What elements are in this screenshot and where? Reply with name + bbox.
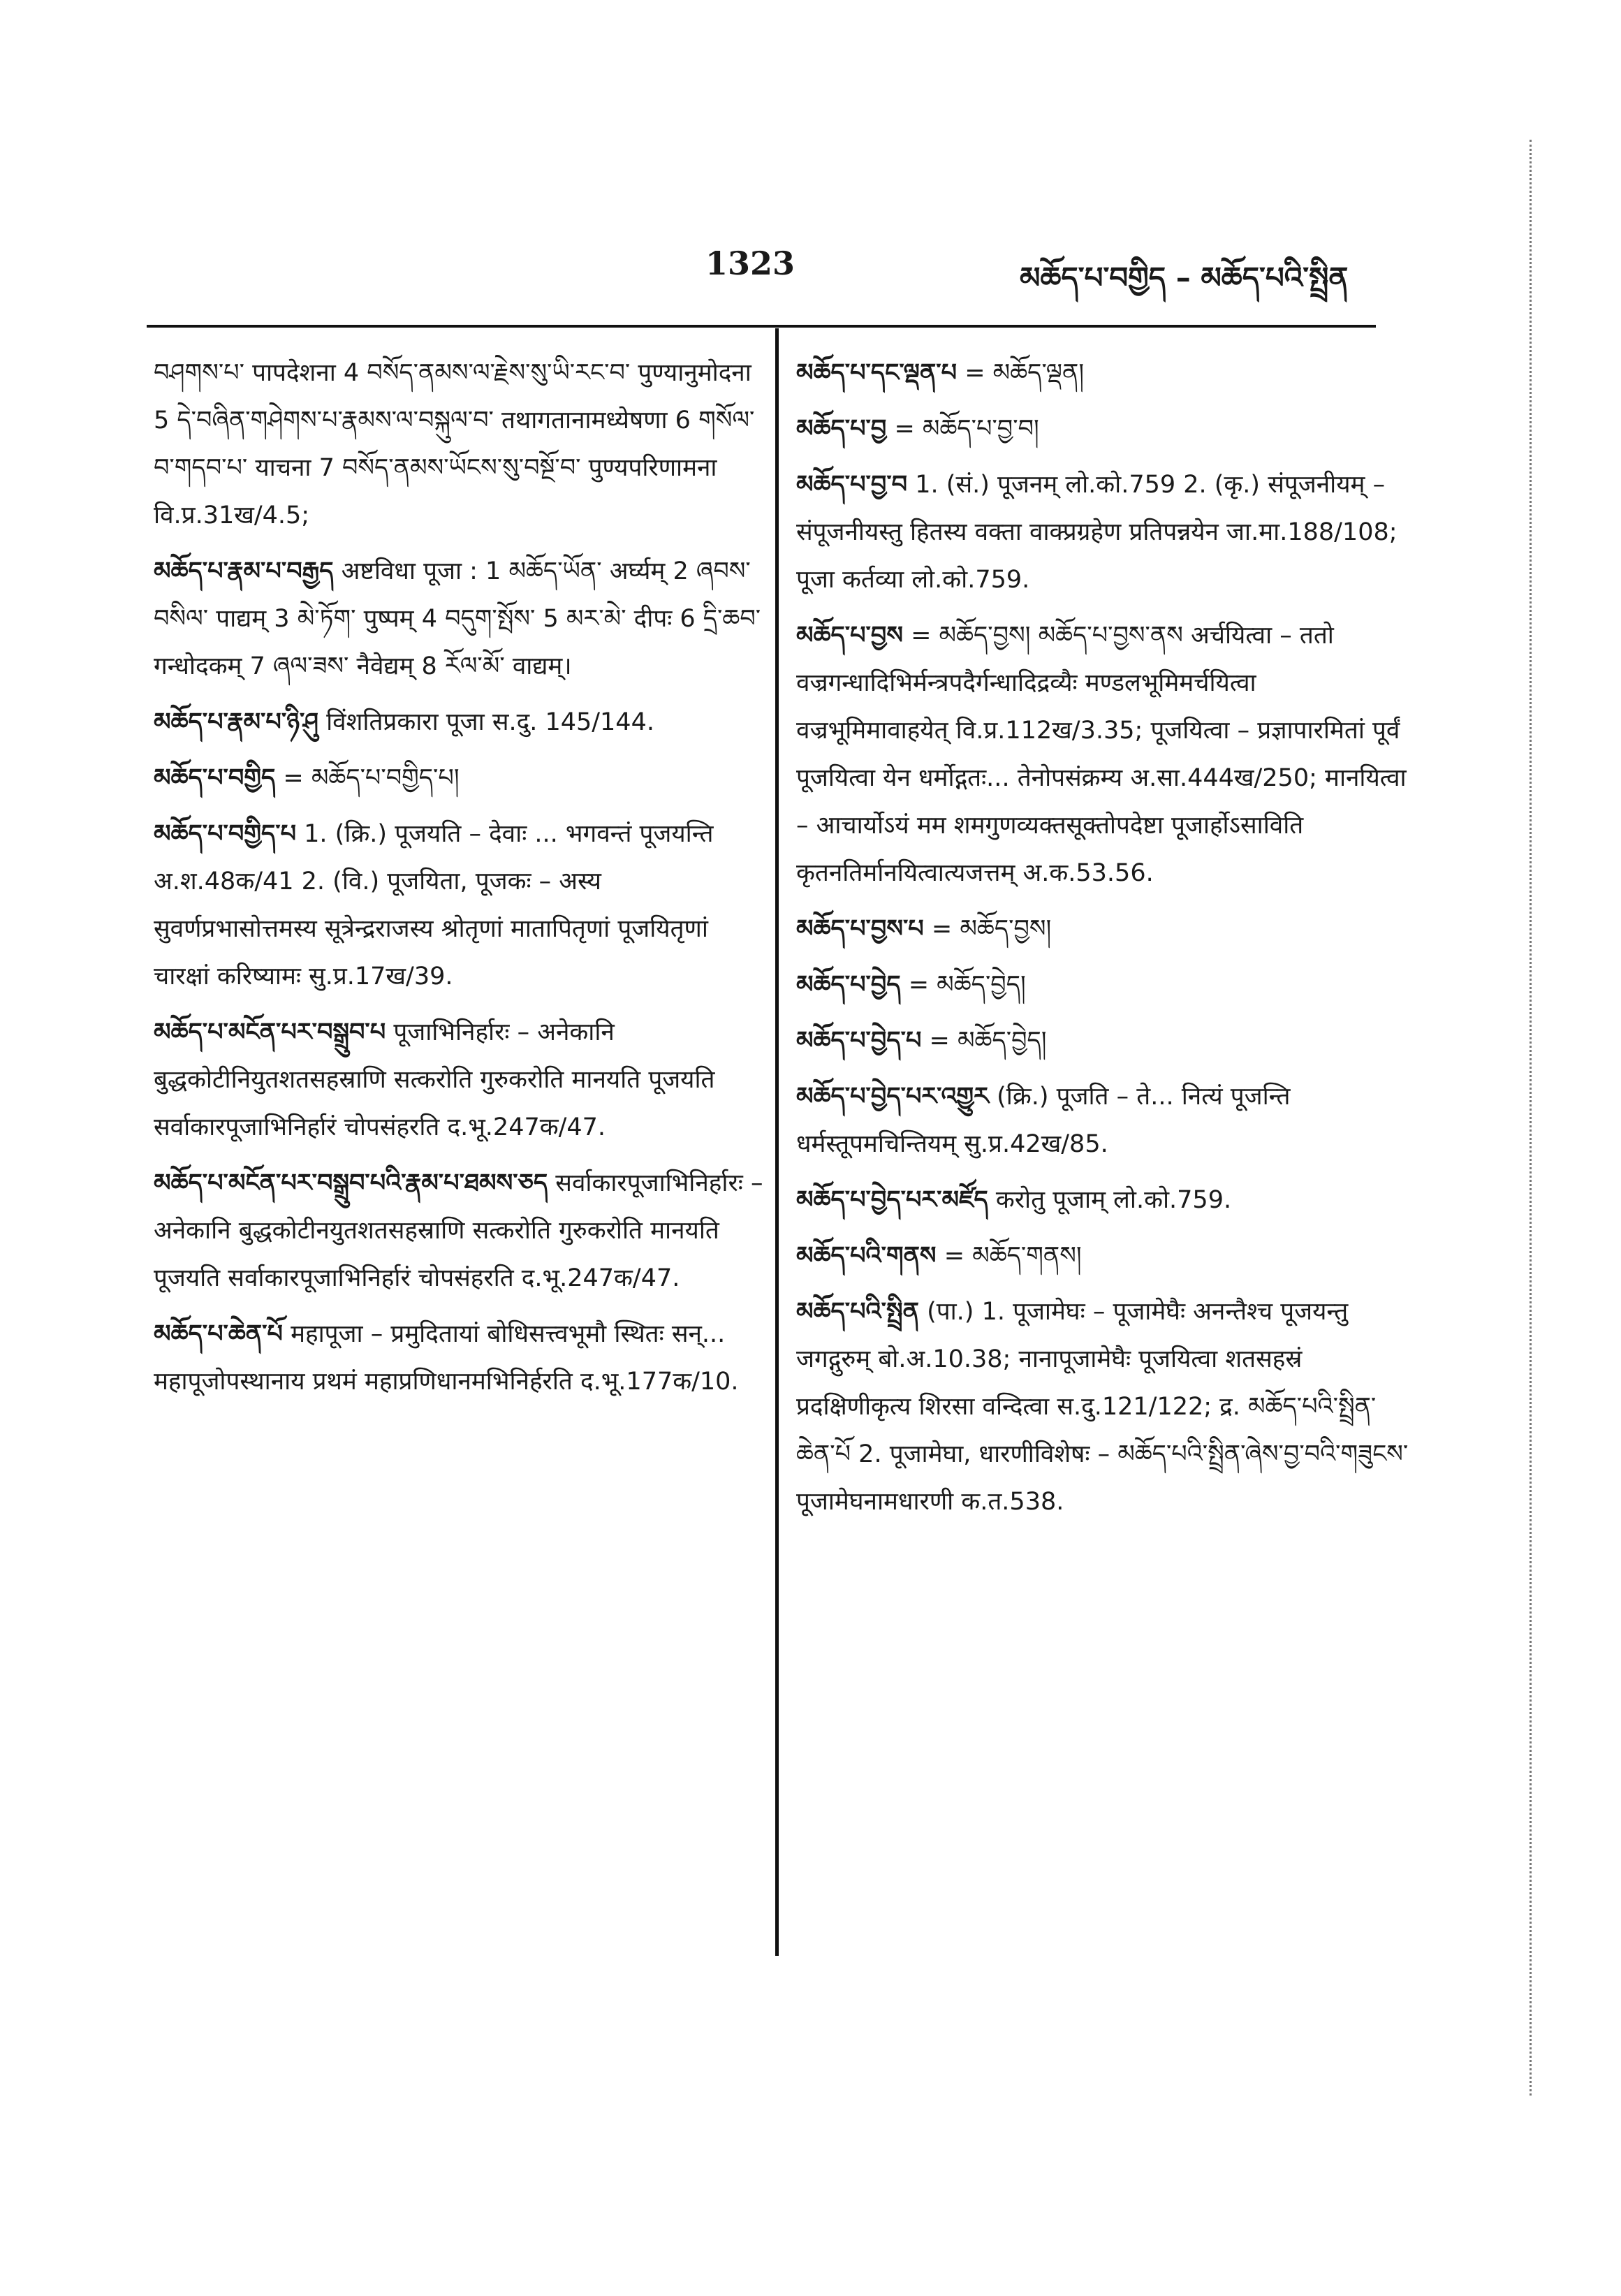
entry-definition: अष्टविधा पूजा : 1 མཆོད་ཡོན་ अर्घ्यम् 2 ཞབས་བསིལ་ पाद्यम् 3 མེ་ཏོག་ पुष्पम् 4 བདུག་སྤོས་ 5 མར་མེ་ दीपः 6 དྲི་ཆབ་ गन्धोदकम् 7 ཞལ་ཟས་ नैवेद्यम् 8 རོལ་མོ་ वाद्यम्। [154, 557, 761, 680]
entry-definition: 1. (क्रि.) पूजयति – देवाः ... भगवन्तं पूजयन्ति अ.श.48क/41 2. (वि.) पूजयिता, पूजकः – अस्य सुवर्णप्रभासोत्तमस्य सूत्रेन्द्रराजस्य श्रोतृणां मातापितृणां पूजयितृणां चारक्षां करिष्यामः सु.प्र.17ख/39. [154, 820, 714, 990]
entry-definition: = མཆོད་བྱེད། [929, 1027, 1047, 1055]
entry-headword: མཆོད་པ་བྱས་པ [796, 915, 924, 943]
entry-definition: = མཆོད་བྱས། [931, 915, 1052, 943]
entry-definition: करोतु पूजाम् लो.को.759. [995, 1186, 1232, 1214]
dictionary-entry [154, 1310, 768, 1405]
entry-headword: མཆོད་པ་བགྱིད་པ [154, 820, 297, 848]
entry-definition: पूजाभिनिर्हारः – अनेकानि बुद्धकोटीनियुतशतसहस्राणि सत्करोति गुरुकरोति मानयति पूजयति सर्वाकारपूजाभिनिर्हारं चोपसंहरति द.भू.247क/47. [154, 1018, 715, 1141]
entry-headword: མཆོད་པ་བྱེད [796, 971, 901, 999]
dictionary-entry [796, 905, 1411, 953]
margin-dotted-line [1530, 140, 1532, 2096]
entry-headword: མཆོད་པ་བྱ་བ [796, 471, 908, 499]
entry-definition: (पा.) 1. पूजामेघः – पूजामेघैः अनन्तैश्च पूजयन्तु जगद्गुरुम् बो.अ.10.38; नानापूजामेघैः पूजयित्वा शतसहस्रं प्रदक्षिणीकृत्य शिरसा वन्दित्वा स.दु.121/122; द्र. མཆོད་པའི་སྤྲིན་ཆེན་པོ 2. पूजामेघा, धारणीविशेषः – མཆོད་པའི་སྤྲིན་ཞེས་བྱ་བའི་གཟུངས་ पूजामेघनामधारणी क.त.538. [796, 1298, 1409, 1516]
dictionary-entry [154, 548, 768, 690]
entry-headword: མཆོད་པ་དང་ལྡན་པ [796, 359, 958, 387]
entry-headword: མཆོད་པ་བྱ [796, 415, 887, 443]
running-head: མཆོད་པ་བགྱིད – མཆོད་པའི་སྤྲིན [1020, 261, 1349, 295]
dictionary-entry [154, 754, 768, 802]
dictionary-entry [796, 461, 1411, 604]
entry-headword: མཆོད་པ་རྣམ་པ་བརྒྱད [154, 557, 334, 585]
dictionary-entry [796, 1017, 1411, 1065]
dictionary-entry [154, 1009, 768, 1151]
dictionary-entry [796, 349, 1411, 397]
dictionary-entry [796, 405, 1411, 453]
dictionary-entry [796, 1176, 1411, 1224]
entry-definition: = མཆོད་གནས། [944, 1242, 1082, 1270]
entry-headword: མཆོད་པ་བྱས [796, 622, 903, 650]
entry-definition: བཤགས་པ་ पापदेशना 4 བསོད་ནམས་ལ་རྗེས་སུ་ཡི་རང་བ་ पुण्यानुमोदना 5 དེ་བཞིན་གཤེགས་པ་རྣམས་ལ་བསྐུལ་བ་ तथागतानामध्येषणा 6 གསོལ་བ་གདབ་པ་ याचना 7 བསོད་ནམས་ཡོངས་སུ་བསྔོ་བ་ पुण्यपरिणामना वि.प्र.31ख/4.5; [154, 359, 755, 529]
dictionary-entry [796, 612, 1411, 897]
entry-definition: महापूजा – प्रमुदितायां बोधिसत्त्वभूमौ स्थितः सन्... महापूजोपस्थानाय प्रथमं महाप्रणिधानमभिनिर्हरति द.भू.177क/10. [154, 1320, 739, 1396]
entry-headword: མཆོད་པ་བྱེད་པ [796, 1027, 922, 1055]
page-number: 1323 [705, 244, 795, 282]
column-divider [775, 328, 779, 1956]
dictionary-entry [154, 810, 768, 1000]
entry-definition: = མཆོད་ལྡན། [964, 359, 1085, 387]
entry-headword: མཆོད་པ་རྣམ་པ་ཉི་ཤུ [154, 708, 318, 736]
entry-definition: = མཆོད་བྱས། མཆོད་པ་བྱས་ནས अर्चयित्वा – ततो वज्रगन्धादिभिर्मन्त्रपदैर्गन्धादिद्रव्यैः मण्डलभूमिमर्चयित्वा वज्रभूमिमावाहयेत् वि.प्र.112ख/3.35; पूजयित्वा – प्रज्ञापारमितां पूर्वं पूजयित्वा येन धर्मोद्गतः... तेनोपसंक्रम्य अ.सा.444ख/250; मानयित्वा – आचार्योऽयं मम शमगुणव्यक्तसूक्तोपदेष्टा पूजार्होऽसाविति कृतनतिर्मानयित्वात्यजत्तम् अ.क.53.56. [796, 622, 1407, 887]
dictionary-entry [154, 1160, 768, 1302]
entry-definition: विंशतिप्रकारा पूजा स.दु. 145/144. [326, 708, 654, 736]
dictionary-entry [796, 961, 1411, 1009]
entry-headword: མཆོད་པ་བྱེད་པར་མཛོད [796, 1186, 988, 1214]
entry-definition: = མཆོད་པ་བགྱིད་པ། [283, 764, 460, 792]
dictionary-entry [796, 1232, 1411, 1280]
entry-headword: མཆོད་པའི་གནས [796, 1242, 937, 1270]
dictionary-entry [154, 349, 768, 539]
entry-headword: མཆོད་པ་ཆེན་པོ [154, 1320, 283, 1348]
entry-definition: (क्रि.) पूजति – ते... नित्यं पूजन्ति धर्मस्तूपमचिन्तियम् सु.प्र.42ख/85. [796, 1083, 1291, 1158]
header-rule [147, 325, 1376, 328]
entry-definition: = མཆོད་པ་བྱ་བ། [894, 415, 1039, 443]
dictionary-entry [796, 1288, 1411, 1526]
entry-headword: མཆོད་པ་མངོན་པར་བསྒྲུབ་པའི་རྣམ་པ་ཐམས་ཅད [154, 1169, 548, 1197]
entry-definition: = མཆོད་བྱེད། [908, 971, 1026, 999]
right-column [796, 349, 1411, 1534]
left-column [154, 349, 768, 1414]
dictionary-entry [154, 699, 768, 746]
entry-headword: མཆོད་པའི་སྤྲིན [796, 1298, 919, 1326]
dictionary-entry [796, 1073, 1411, 1168]
entry-definition: सर्वाकारपूजाभिनिर्हारः – अनेकानि बुद्धकोटीनयुतशतसहस्राणि सत्करोति गुरुकरोति मानयति पूजयति सर्वाकारपूजाभिनिर्हारं चोपसंहरति द.भू.247क/47. [154, 1169, 763, 1292]
entry-headword: མཆོད་པ་བགྱིད [154, 764, 276, 792]
entry-headword: མཆོད་པ་བྱེད་པར་འགྱུར [796, 1083, 989, 1111]
entry-headword: མཆོད་པ་མངོན་པར་བསྒྲུབ་པ [154, 1018, 386, 1046]
entry-definition: 1. (सं.) पूजनम् लो.को.759 2. (कृ.) संपूजनीयम् – संपूजनीयस्तु हितस्य वक्ता वाक्प्रग्रहेण प्रतिपन्नयेन जा.मा.188/108; पूजा कर्तव्या लो.को.759. [796, 471, 1398, 594]
